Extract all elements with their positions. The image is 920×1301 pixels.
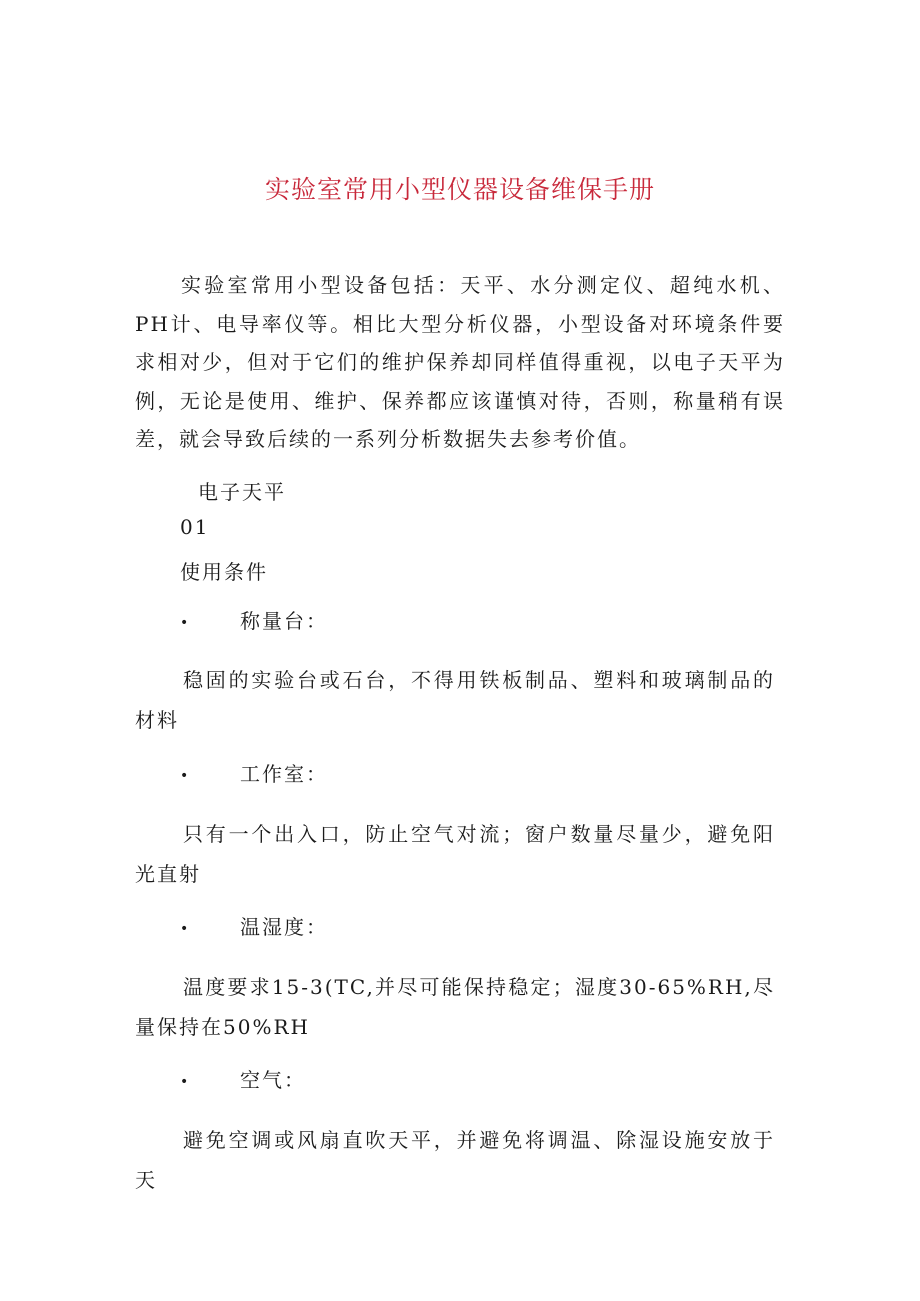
bullet-item-workroom — [180, 758, 328, 787]
bullet-item-air — [180, 1064, 306, 1093]
section-number: 01 — [180, 515, 210, 539]
item-paragraph: 只有一个出入口，防止空气对流；窗户数量尽量少，避免阳光直射 — [135, 822, 775, 886]
item-paragraph: 温度要求15-3(TC,并尽可能保持稳定；湿度30-65%RH,尽量保持在50%RH — [135, 975, 775, 1039]
bullet-label: 工作室： — [240, 762, 328, 786]
intro-paragraph: 实验室常用小型设备包括：天平、水分测定仪、超纯水机、PH计、电导率仪等。相比大型分析仪器，小型设备对环境条件要求相对少，但对于它们的维护保养却同样值得重视，以电子天平为例，无论是使用、维护、保养都应该谨慎对待，否则，称量稍有误差，就会导致后续的一系列分析数据失去参考价值。 — [135, 273, 785, 451]
bullet-icon: • — [180, 614, 191, 631]
item-paragraph: 避免空调或风扇直吹天平，并避免将调温、除湿设施安放于天 — [135, 1128, 775, 1192]
bullet-label: 称量台： — [240, 609, 328, 633]
bullet-item-weighing-table — [180, 605, 328, 634]
bullet-icon: • — [180, 1073, 191, 1090]
bullet-label: 空气： — [240, 1068, 306, 1092]
document-title: 实验室常用小型仪器设备维保手册 — [264, 175, 655, 204]
section-name: 电子天平 — [198, 480, 286, 504]
bullet-icon: • — [180, 920, 191, 937]
bullet-item-temperature-humidity — [180, 911, 328, 940]
bullet-icon: • — [180, 767, 191, 784]
subsection-title: 使用条件 — [180, 560, 268, 584]
item-paragraph: 稳固的实验台或石台，不得用铁板制品、塑料和玻璃制品的材料 — [135, 668, 775, 732]
bullet-label: 温湿度： — [240, 915, 328, 939]
